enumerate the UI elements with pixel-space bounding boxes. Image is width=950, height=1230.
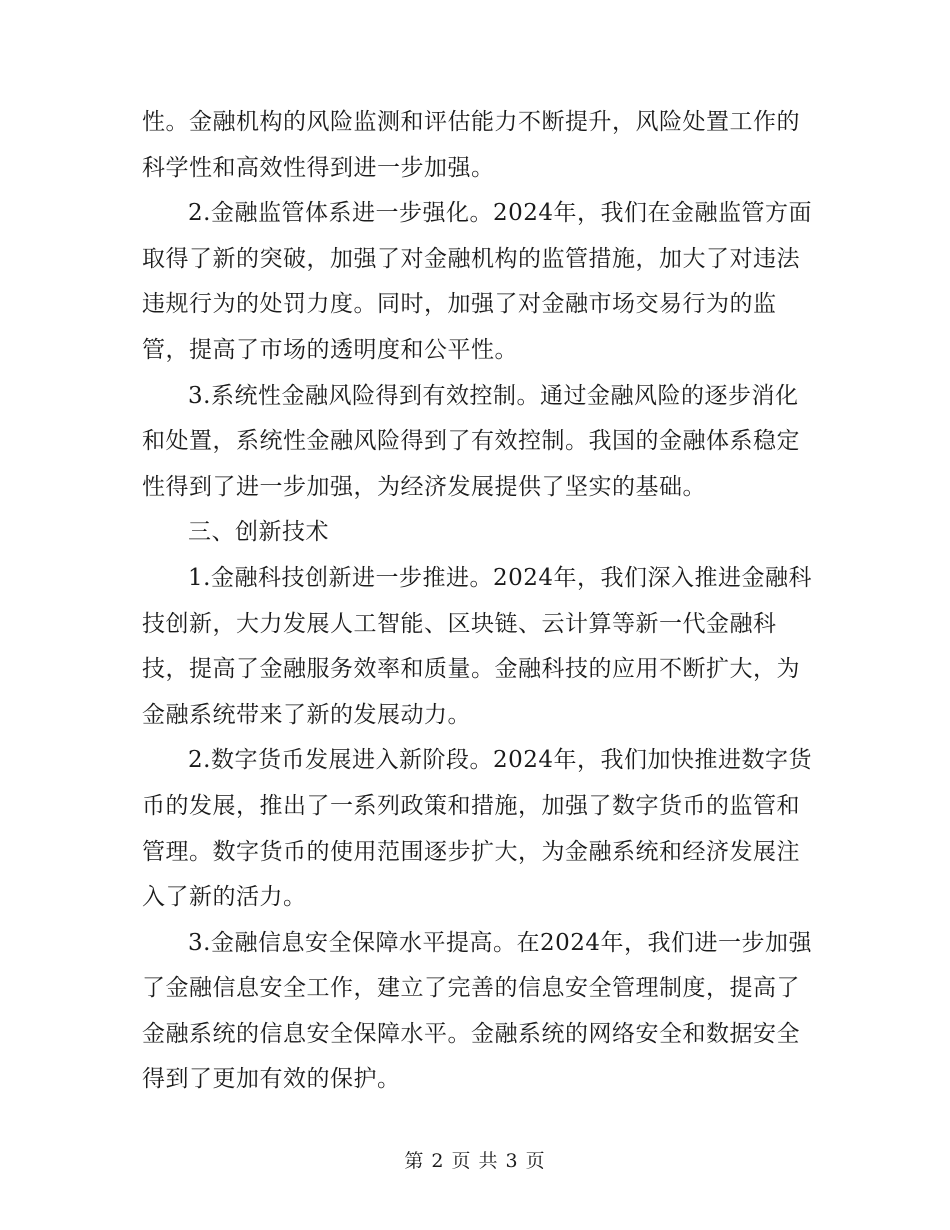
paragraph-first-line: 3.金融信息安全保障水平提高。在2024年，我们进一步加强 — [188, 929, 812, 956]
paragraph-first-line: 3.系统性金融风险得到有效控制。通过金融风险的逐步消化 — [188, 382, 799, 409]
section-heading: 三、创新技术 — [188, 519, 329, 546]
text-line: 技创新，大力发展人工智能、区块链、云计算等新一代金融科 — [142, 610, 777, 637]
text-line: 金融系统的信息安全保障水平。金融系统的网络安全和数据安全 — [142, 1020, 800, 1047]
text-line: 管，提高了市场的透明度和公平性。 — [142, 336, 518, 363]
text-line: 入了新的活力。 — [142, 884, 307, 911]
paragraph-first-line: 2.金融监管体系进一步强化。2024年，我们在金融监管方面 — [188, 200, 812, 227]
paragraph-first-line: 1.金融科技创新进一步推进。2024年，我们深入推进金融科 — [188, 564, 812, 591]
text-line: 和处置，系统性金融风险得到了有效控制。我国的金融体系稳定 — [142, 428, 800, 455]
text-line: 性得到了进一步加强，为经济发展提供了坚实的基础。 — [142, 473, 706, 500]
text-line: 了金融信息安全工作，建立了完善的信息安全管理制度，提高了 — [142, 975, 800, 1002]
text-line: 技，提高了金融服务效率和质量。金融科技的应用不断扩大，为 — [142, 656, 800, 683]
text-line: 币的发展，推出了一系列政策和措施，加强了数字货币的监管和 — [142, 792, 800, 819]
text-line: 性。金融机构的风险监测和评估能力不断提升，风险处置工作的 — [142, 109, 800, 135]
text-line: 科学性和高效性得到进一步加强。 — [142, 154, 495, 181]
text-line: 违规行为的处罚力度。同时，加强了对金融市场交易行为的监 — [142, 291, 777, 318]
text-line: 金融系统带来了新的发展动力。 — [142, 701, 471, 728]
text-line: 取得了新的突破，加强了对金融机构的监管措施，加大了对违法 — [142, 245, 800, 272]
text-line: 得到了更加有效的保护。 — [142, 1066, 401, 1093]
text-line: 管理。数字货币的使用范围逐步扩大，为金融系统和经济发展注 — [142, 838, 800, 865]
paragraph-first-line: 2.数字货币发展进入新阶段。2024年，我们加快推进数字货 — [188, 747, 812, 774]
page-footer: 第 2 页 共 3 页 — [404, 1150, 546, 1172]
document-body — [142, 100, 812, 1103]
